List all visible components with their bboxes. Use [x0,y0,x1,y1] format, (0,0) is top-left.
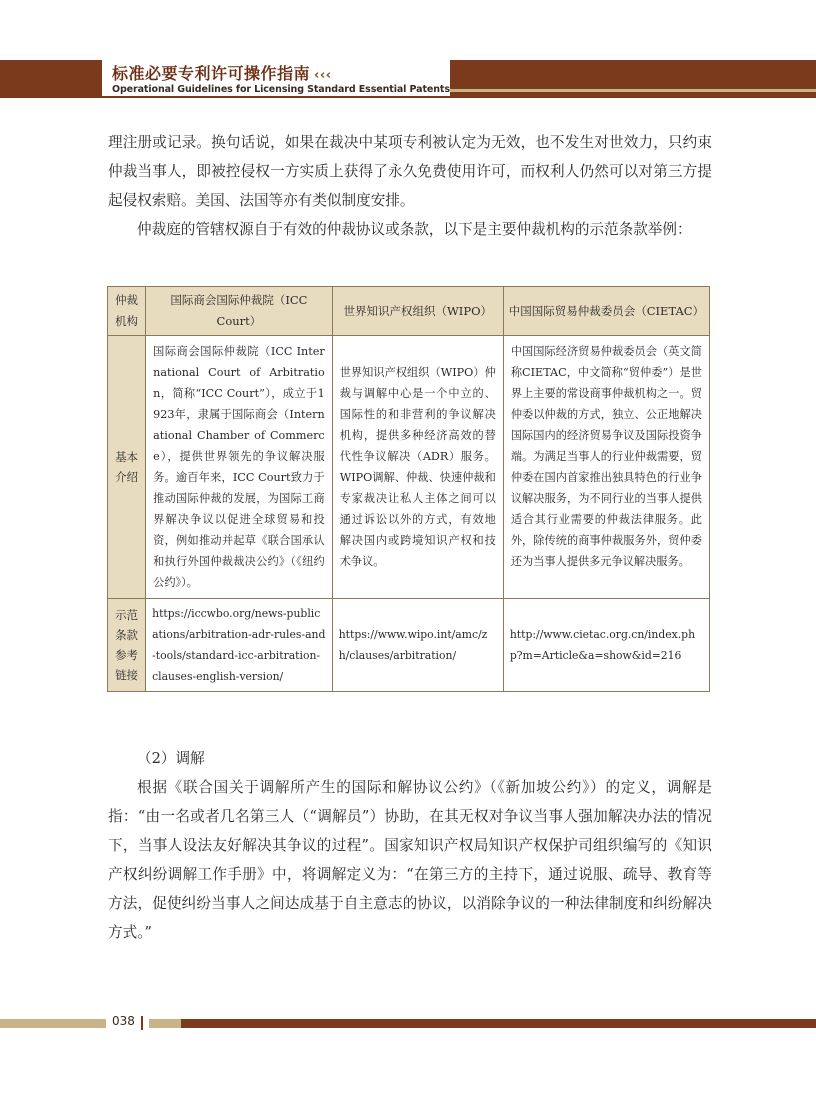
chevron-icon: ‹‹‹ [314,68,332,83]
page-number: 038 [112,1014,135,1028]
table-row [108,336,710,599]
link-wipo[interactable]: https://www.wipo.int/amc/zh/clauses/arbitration/ [332,599,503,692]
book-title: 标准必要专利许可操作指南 ‹‹‹ [112,64,332,83]
footer-bar-gold [149,1019,181,1028]
arbitration-table [107,286,710,692]
footer-bar-left [0,1019,106,1028]
row-label: 基本介绍 [108,336,146,599]
link-cietac[interactable]: http://www.cietac.org.cn/index.php?m=Article&a=show&id=216 [503,599,709,692]
table-cell: 世界知识产权组织（WIPO）仲裁与调解中心是一个中立的、国际性的和非营利的争议解决机构，提供多种经济高效的替代性争议解决（ADR）服务。WIPO调解、仲裁、快速仲裁和专家裁决让私人主体之间可以通过诉讼以外的方式，有效地解决国内或跨境知识产权和技术争议。 [332,336,503,599]
header-bar-right [450,60,816,98]
intro-text [108,128,712,244]
table-header-row [108,287,710,336]
row-label: 示范条款参考链接 [108,599,146,692]
header-bar-left [0,60,102,98]
section-heading: （2）调解 [137,750,205,767]
header-rule [102,96,450,98]
book-subtitle: Operational Guidelines for Licensing Standard Essential Patents [112,84,450,95]
paragraph: 理注册或记录。换句话说，如果在裁决中某项专利被认定为无效，也不发生对世效力，只约束仲裁当事人，即被控侵权一方实质上获得了永久免费使用许可，而权利人仍然可以对第三方提起侵权索赔。美国、法国等亦有类似制度安排。 [108,134,712,209]
table-header-cell: 世界知识产权组织（WIPO） [332,287,503,336]
mediation-section [108,744,712,947]
table-header-cell: 国际商会国际仲裁院（ICC Court） [146,287,333,336]
table-row [108,599,710,692]
paragraph: 根据《联合国关于调解所产生的国际和解协议公约》（《新加坡公约》）的定义，调解是指：“由一名或者几名第三人（“调解员”）协助，在其无权对争议当事人强加解决办法的情况下，当事人设法友好解决其争议的过程”。国家知识产权局知识产权保护司组织编写的《知识产权纠纷调解工作手册》中，将调解定义为：“在第三方的主持下，通过说服、疏导、教育等方法，促使纠纷当事人之间达成基于自主意志的协议，以消除争议的一种法律制度和纠纷解决方式。” [108,779,712,941]
link-icc[interactable]: https://iccwbo.org/news-publications/arbitration-adr-rules-and-tools/standard-icc-arbitration-clauses-english-version/ [146,599,333,692]
table-cell: 国际商会国际仲裁院（ICC International Court of Arbitration，简称“ICC Court”），成立于1923年，隶属于国际商会（International Chamber of Commerce），提供世界领先的争议解决服务。逾百年来，ICC Court致力于推动国际仲裁的发展，为国际工商界解决争议以促进全球贸易和投资，例如推动并起草《联合国承认和执行外国仲裁裁决公约》（《纽约公约》）。 [146,336,333,599]
footer-tick [141,1016,143,1030]
table-cell: 中国国际经济贸易仲裁委员会（英文简称CIETAC，中文简称“贸仲委”）是世界上主要的常设商事仲裁机构之一。贸仲委以仲裁的方式，独立、公正地解决国际国内的经济贸易争议及国际投资争端。为满足当事人的行业仲裁需要，贸仲委在国内首家推出独具特色的行业争议解决服务，为不同行业的当事人提供适合其行业需要的仲裁法律服务。此外，除传统的商事仲裁服务外，贸仲委还为当事人提供多元争议解决服务。 [503,336,709,599]
table-header-cell: 仲裁机构 [108,287,146,336]
paragraph: 仲裁庭的管辖权源自于有效的仲裁协议或条款，以下是主要仲裁机构的示范条款举例： [137,221,692,238]
table-header-cell: 中国国际贸易仲裁委员会（CIETAC） [503,287,709,336]
footer-bar-right [181,1019,816,1028]
